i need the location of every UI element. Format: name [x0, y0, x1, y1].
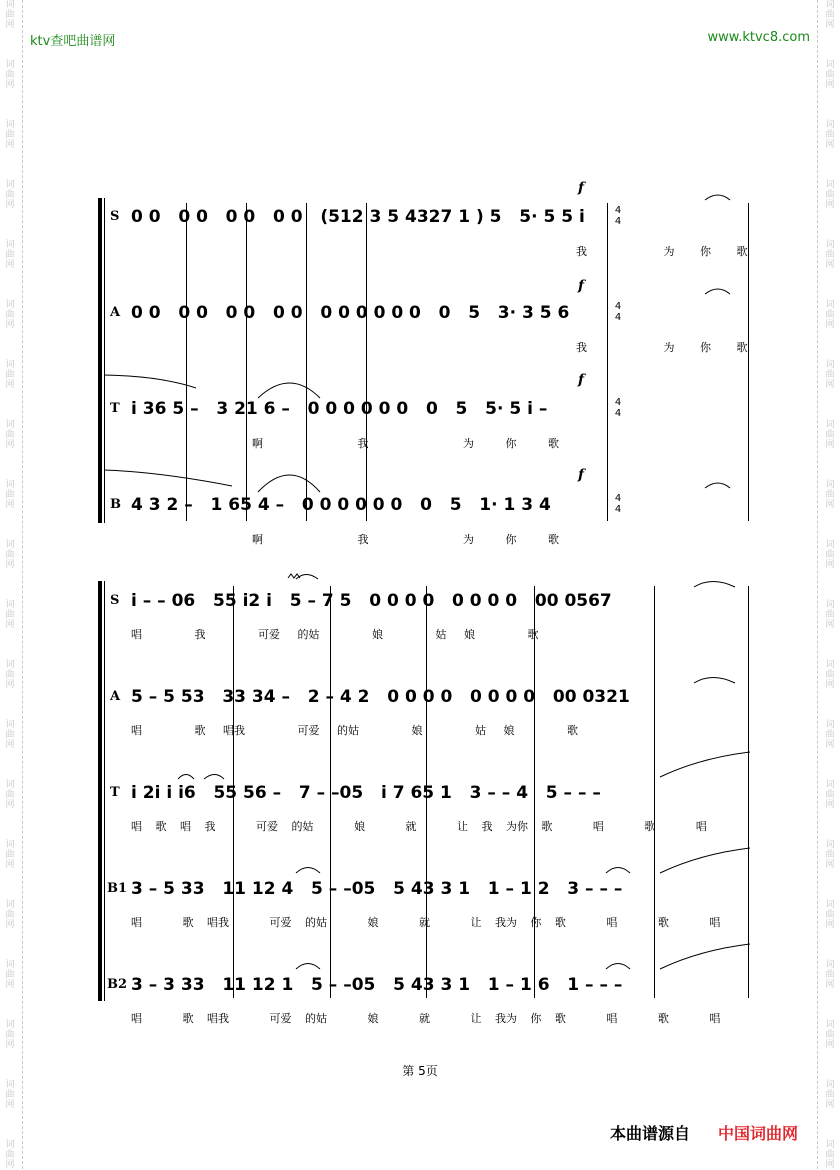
voice-notes-b: 4 3 2 – 1 65 4 – 0 0 0 0 0 0 0 5 1· 1 3 4: [131, 495, 551, 515]
dynamic-forte: f: [578, 372, 585, 388]
watermark-text: 词 曲 网: [5, 240, 15, 270]
voice-label-s: S: [110, 593, 120, 608]
watermark-text: 词 曲 网: [825, 1140, 835, 1170]
dynamic-forte: f: [578, 180, 585, 196]
ts-den: 4: [614, 408, 622, 419]
watermark-text: 词 曲 网: [825, 600, 835, 630]
watermark-text: 词 曲 网: [825, 0, 835, 30]
ts-den: 4: [614, 504, 622, 515]
watermark-text: 词 曲 网: [825, 120, 835, 150]
watermark-text: 词 曲 网: [5, 480, 15, 510]
watermark-text: 词 曲 网: [825, 840, 835, 870]
watermark-text: 词 曲 网: [825, 420, 835, 450]
watermark-text: 词 曲 网: [825, 720, 835, 750]
watermark-text: 词 曲 网: [825, 240, 835, 270]
voice-label-b: B: [110, 497, 121, 512]
source-label: 本曲谱源自: [610, 1124, 691, 1143]
voice-label-t: T: [110, 785, 120, 800]
voice-lyrics-s: 唱 我 可爱 的姑 娘 姑 娘 歌: [131, 628, 539, 641]
watermark-text: 词 曲 网: [5, 0, 15, 30]
source-site[interactable]: 中国词曲网: [718, 1124, 799, 1143]
watermark-text: 词 曲 网: [5, 900, 15, 930]
ts-den: 4: [614, 312, 622, 323]
voice-lyrics-a: 我 为 你 歌: [576, 341, 748, 354]
watermark-text: 词 曲 网: [825, 540, 835, 570]
voice-label-t: T: [110, 401, 120, 416]
watermark-text: 词 曲 网: [825, 960, 835, 990]
watermark-text: 词 曲 网: [5, 840, 15, 870]
watermark-text: 词 曲 网: [5, 720, 15, 750]
watermark-text: 词 曲 网: [825, 780, 835, 810]
voice-lyrics-b1: 唱 歌 唱我 可爱 的姑 娘 就 让 我为 你 歌 唱 歌 唱: [131, 916, 721, 929]
ts-num: 4: [614, 493, 622, 504]
watermark-text: 词 曲 网: [825, 480, 835, 510]
dynamic-forte: f: [578, 467, 585, 483]
voice-lyrics-b2: 唱 歌 唱我 可爱 的姑 娘 就 让 我为 你 歌 唱 歌 唱: [131, 1012, 721, 1025]
ts-den: 4: [614, 216, 622, 227]
voice-notes-a: 5 – 5 53 33 34 – 2 – 4 2 0 0 0 0 0 0 0 0 00 0321: [131, 687, 630, 707]
watermark-text: 词 曲 网: [5, 120, 15, 150]
watermark-text: 词 曲 网: [5, 60, 15, 90]
voice-label-b2: B2: [107, 977, 128, 992]
watermark-text: 词 曲 网: [825, 180, 835, 210]
watermark-text: 词 曲 网: [5, 420, 15, 450]
voice-label-a: A: [110, 689, 121, 704]
voice-lyrics-b: 啊 我 为 你 歌: [252, 533, 559, 546]
voice-label-a: A: [110, 305, 121, 320]
header-left-site[interactable]: ktv查吧曲谱网: [30, 34, 116, 49]
watermark-text: 词 曲 网: [825, 900, 835, 930]
watermark-text: 词 曲 网: [825, 660, 835, 690]
voice-notes-a: 0 0 0 0 0 0 0 0 0 0 0 0 0 0 0 5 3· 3 5 6: [131, 303, 570, 323]
voice-notes-b2: 3 – 3 33 11 12 1 5 – –05 5 43 3 1 1 – 1 6 1 – – –: [131, 975, 623, 995]
voice-lyrics-t: 啊 我 为 你 歌: [252, 437, 559, 450]
watermark-text: 词 曲 网: [5, 300, 15, 330]
watermark-text: 词 曲 网: [5, 1080, 15, 1110]
ts-num: 4: [614, 397, 622, 408]
voice-label-b1: B1: [107, 881, 128, 896]
voice-notes-t: i 2i i i6 55 56 – 7 – –05 i 7 65 1 3 – – 4 5 – – –: [131, 783, 601, 803]
watermark-text: 词 曲 网: [5, 540, 15, 570]
dynamic-forte: f: [578, 278, 585, 294]
ts-num: 4: [614, 301, 622, 312]
watermark-text: 词 曲 网: [5, 600, 15, 630]
voice-notes-t: i 36 5 – 3 21 6 – 0 0 0 0 0 0 0 5 5· 5 i –: [131, 399, 548, 419]
voice-notes-s: i – – 06 55 i2 i 5 – 7 5 0 0 0 0 0 0 0 0 00 0567: [131, 591, 612, 611]
watermark-text: 词 曲 网: [5, 360, 15, 390]
watermark-text: 词 曲 网: [5, 780, 15, 810]
watermark-text: 词 曲 网: [825, 1080, 835, 1110]
header-right-site[interactable]: www.ktvc8.com: [707, 30, 810, 45]
watermark-text: 词 曲 网: [825, 300, 835, 330]
voice-lyrics-s: 我 为 你 歌: [576, 245, 748, 258]
voice-label-s: S: [110, 209, 120, 224]
watermark-text: 词 曲 网: [5, 960, 15, 990]
watermark-text: 词 曲 网: [5, 1140, 15, 1170]
ts-num: 4: [614, 205, 622, 216]
watermark-text: 词 曲 网: [825, 1020, 835, 1050]
voice-notes-s: 0 0 0 0 0 0 0 0 (512 3 5 4327 1 ) 5 5· 5 5 i: [131, 207, 585, 227]
watermark-text: 词 曲 网: [825, 60, 835, 90]
page-number: 第 5页: [402, 1064, 438, 1078]
voice-notes-b1: 3 – 5 33 11 12 4 5 – –05 5 43 3 1 1 – 1 2 3 – – –: [131, 879, 623, 899]
voice-lyrics-t: 唱 歌 唱 我 可爱 的姑 娘 就 让 我 为你 歌 唱 歌 唱: [131, 820, 707, 833]
watermark-text: 词 曲 网: [5, 1020, 15, 1050]
watermark-text: 词 曲 网: [5, 180, 15, 210]
watermark-text: 词 曲 网: [825, 360, 835, 390]
watermark-text: 词 曲 网: [5, 660, 15, 690]
voice-lyrics-a: 唱 歌 唱我 可爱 的姑 娘 姑 娘 歌: [131, 724, 578, 737]
